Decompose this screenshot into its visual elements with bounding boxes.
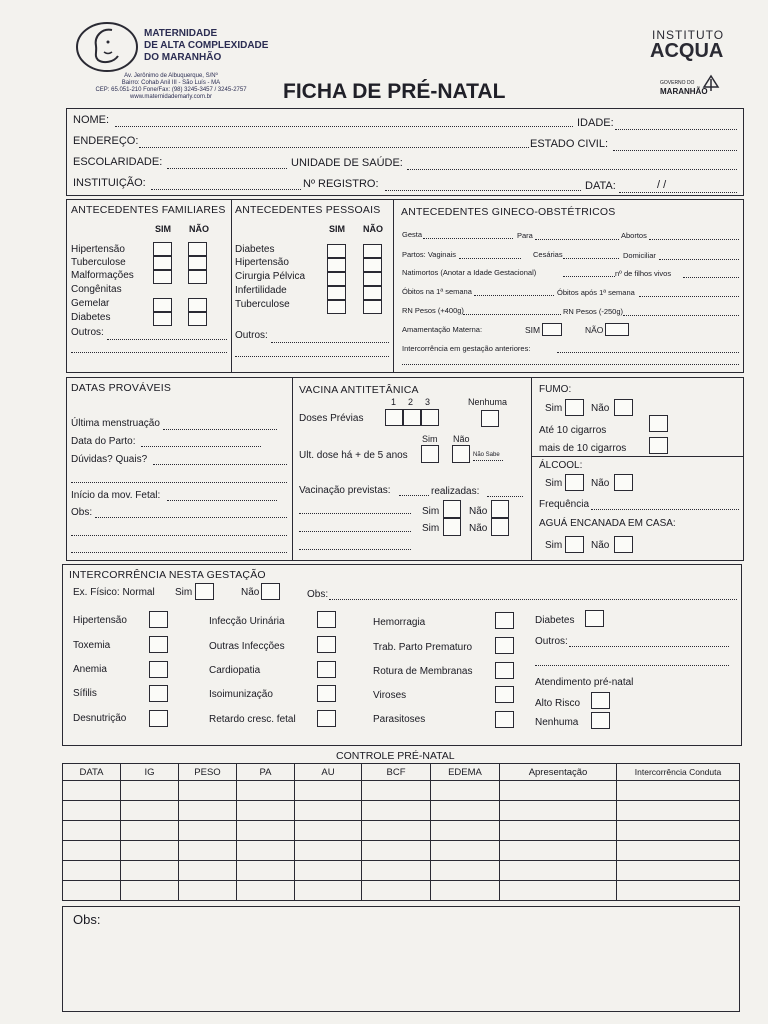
endereco-field[interactable] [139,147,529,148]
vacina-data-field[interactable] [299,549,411,550]
vacina-sim-checkbox[interactable] [443,500,461,518]
previstas-label: Vacinação previstas: [299,485,391,496]
col2-checkbox[interactable] [317,636,336,653]
dose-number: 3 [425,397,431,407]
amamentacao-sim-checkbox[interactable] [542,323,562,336]
fumo-sim-checkbox[interactable] [565,399,584,416]
ult-dose-nao-checkbox[interactable] [452,445,470,463]
vacina-data-field[interactable] [299,513,411,514]
ate10-label: Até 10 cigarros [539,425,607,436]
diabetes-label: Diabetes [535,615,575,626]
vacina-nao-checkbox[interactable] [491,500,509,518]
col1-checkbox[interactable] [149,661,168,678]
familiares-sim-header: SIM [155,224,172,234]
intercorrencia-item: Rotura de Membranas [373,666,473,677]
hospital-name-line: DO MARANHÃO [144,52,222,63]
ex-fisico-obs-label: Obs: [307,589,329,600]
pessoais-item: Hipertensão [235,257,289,268]
vacina-nao-checkbox[interactable] [491,518,509,536]
checkbox-pes-nao[interactable] [363,300,382,314]
pessoais-item: Cirurgia Pélvica [235,271,306,282]
amamentacao-nao-label: NÃO [585,325,604,335]
checkbox-fam-sim[interactable] [153,270,172,284]
ate10-checkbox[interactable] [649,415,668,432]
intercorrencia-item: Isoimunização [209,689,273,700]
intercorrencia-item: Viroses [373,690,407,701]
ex-fisico-obs-field[interactable] [329,599,737,600]
registro-field[interactable] [385,190,581,191]
rn-pesos-menos-label: RN Pesos (-250g) [563,307,624,316]
hospital-address [78,73,264,101]
state-emblem-icon [701,73,721,93]
col3-checkbox[interactable] [495,637,514,654]
idade-label: IDADE: [577,117,614,129]
vacina-sim-checkbox[interactable] [443,518,461,536]
col-header: PESO [179,764,237,781]
agua-nao-label: Não [591,540,610,551]
intercorrencia-item: Infecção Urinária [209,616,285,627]
col-header: PA [237,764,295,781]
alcool-sim-label: Sim [545,478,563,489]
col-header: BCF [362,764,431,781]
dose-2-checkbox[interactable] [403,409,421,426]
intercorrencia-item: Hemorragia [373,617,426,628]
address-line: Bairro: Cohab Anil III - São Luís - MA [121,80,221,86]
checkbox-pes-sim[interactable] [327,244,346,258]
intercorrencia-item: Anemia [73,664,107,675]
fumo-nao-checkbox[interactable] [614,399,633,416]
intercorrencia-item: Sífilis [73,688,97,699]
vacina-title: VACINA ANTITETÂNICA [299,384,419,396]
antecedentes-section [66,199,744,373]
col-header: DATA [63,764,121,781]
checkbox-pes-nao[interactable] [363,244,382,258]
checkbox-pes-nao[interactable] [363,258,382,272]
datas-title: DATAS PROVÁVEIS [71,382,172,394]
col2-checkbox[interactable] [317,611,336,628]
institute-name: ACQUA [650,40,724,62]
pessoais-nao-header: NÃO [363,224,383,234]
dose-number: 1 [391,397,397,407]
outros-label: Outros: [535,636,568,647]
alcool-nao-label: Não [591,478,610,489]
unidade-label: UNIDADE DE SAÚDE: [291,157,403,169]
amamentacao-label: Amamentação Materna: [402,325,483,334]
vacina-sim-label: Sim [422,506,440,517]
ex-fisico-nao-label: Não [241,587,260,598]
ex-fisico-sim-label: Sim [175,587,193,598]
hospital-name [144,28,268,64]
checkbox-fam-sim[interactable] [153,312,172,326]
col-header: Apresentação [500,764,617,781]
intercorrencia-title: INTERCORRÊNCIA NESTA GESTAÇÃO [69,569,266,581]
estado-civil-label: ESTADO CIVIL: [530,138,609,150]
col1-checkbox[interactable] [149,636,168,653]
ult-dose-label: Ult. dose há + de 5 anos [299,450,408,461]
data-parto-label: Data do Parto: [71,436,136,447]
ult-dose-sim-header: Sim [422,434,438,444]
address-line: Av. Jerônimo de Albuquerque, S/Nº [124,73,218,79]
ex-fisico-nao-checkbox[interactable] [261,583,280,600]
obs-label: Obs: [73,912,101,927]
intercorrencia-section [62,564,742,746]
controle-header-row [63,764,740,781]
hospital-name-line: MATERNIDADE [144,28,218,39]
col1-checkbox[interactable] [149,611,168,628]
instituicao-field[interactable] [151,189,301,190]
ultima-menstruacao-label: Última menstruação [71,418,160,429]
unidade-field[interactable] [407,169,737,170]
alto-risco-label: Alto Risco [535,698,581,709]
vacina-data-field[interactable] [299,531,411,532]
table-row [63,801,740,821]
gineco-title: ANTECEDENTES GINECO-OBSTÉTRICOS [401,206,616,218]
checkbox-fam-nao[interactable] [188,298,207,312]
estado-civil-field[interactable] [613,150,737,151]
atendimento-label: Atendimento pré-natal [535,677,634,688]
col1-checkbox[interactable] [149,685,168,702]
mais10-checkbox[interactable] [649,437,668,454]
mais10-label: mais de 10 cigarros [539,443,627,454]
col3-checkbox[interactable] [495,686,514,703]
obitos-apos-label: Óbitos após 1ª semana [557,288,635,297]
inicio-mov-field[interactable] [167,500,277,501]
checkbox-pes-sim[interactable] [327,300,346,314]
col-header: EDEMA [431,764,500,781]
familiares-item: Tuberculose [71,257,126,268]
table-row [63,821,740,841]
gesta-label: Gesta [402,230,423,239]
col-header: IG [121,764,179,781]
diabetes-checkbox[interactable] [585,610,604,627]
ultima-menstruacao-field[interactable] [163,429,277,430]
vacina-nao-label: Não [469,506,488,517]
vacina-sim-label: Sim [422,523,440,534]
agua-nao-checkbox[interactable] [614,536,633,553]
instituicao-label: INSTITUIÇÃO: [73,177,146,189]
col1-checkbox[interactable] [149,710,168,727]
page-title: FICHA DE PRÉ-NATAL [283,80,506,103]
familiares-item: Congênitas [71,284,122,295]
checkbox-fam-nao[interactable] [188,242,207,256]
agua-title: AGUÁ ENCANADA EM CASA: [539,518,676,529]
intercorrencia-item: Cardiopatia [209,665,261,676]
partos-vaginais-label: Partos: Vaginais [402,250,457,259]
pessoais-outros-label: Outros: [235,330,268,341]
familiares-title: ANTECEDENTES FAMILIARES [71,204,226,216]
maternity-logo [74,20,144,76]
checkbox-pes-nao[interactable] [363,272,382,286]
doses-previas-label: Doses Prévias [299,413,364,424]
controle-title: CONTROLE PRÉ-NATAL [336,750,455,762]
col3-checkbox[interactable] [495,662,514,679]
pessoais-item: Tuberculose [235,299,290,310]
registro-label: Nº REGISTRO: [303,178,379,190]
alcool-title: ÁLCOOL: [539,460,583,471]
rn-pesos-mais-label: RN Pesos (+400g) [402,306,464,315]
intercorrencia-item: Trab. Parto Prematuro [373,642,473,653]
realizadas-label: realizadas: [431,486,480,497]
identification-section [66,108,744,196]
dose-1-checkbox[interactable] [385,409,403,426]
alcool-sim-checkbox[interactable] [565,474,584,491]
intercorrencia-anteriores-label: Intercorrência em gestação anteriores: [402,344,531,353]
table-row [63,781,740,801]
outros-field[interactable] [569,646,729,647]
nenhuma-risco-checkbox[interactable] [591,712,610,729]
gov-state: MARANHÃO [660,87,708,96]
pessoais-title: ANTECEDENTES PESSOAIS [235,204,381,216]
cesarias-label: Cesárias [533,250,563,259]
checkbox-pes-sim[interactable] [327,272,346,286]
obs-section[interactable] [62,906,740,1012]
abortos-label: Abortos [621,231,647,240]
checkbox-fam-nao[interactable] [188,270,207,284]
table-row [63,841,740,861]
familiares-item: Hipertensão [71,244,125,255]
amamentacao-sim-label: SIM [525,325,541,335]
checkbox-fam-sim[interactable] [153,256,172,270]
domiciliar-label: Domiciliar [623,251,656,260]
para-label: Para [517,231,533,240]
intercorrencia-item: Desnutrição [73,713,127,724]
datas-obs-field[interactable] [95,517,287,518]
data-label: DATA: [585,180,616,192]
pessoais-item: Diabetes [235,244,275,255]
address-line: CEP: 65.051-210 Fone/Fax: (98) 3245-3457 / 3245-2757 [95,87,247,93]
pessoais-item: Infertilidade [235,285,287,296]
escolaridade-field[interactable] [167,168,287,169]
idade-field[interactable] [615,129,737,130]
checkbox-pes-sim[interactable] [327,258,346,272]
natimortos-label: Natimortos (Anotar a Idade Gestacional) [402,268,537,277]
familiares-outros-label: Outros: [71,327,104,338]
data-slashes: / / [657,179,667,191]
checkbox-fam-sim[interactable] [153,242,172,256]
dose-3-checkbox[interactable] [421,409,439,426]
alto-risco-checkbox[interactable] [591,692,610,709]
intercorrencia-item: Parasitoses [373,714,426,725]
data-parto-field[interactable] [141,446,261,447]
table-row [63,881,740,901]
dose-number: 2 [408,397,414,407]
col3-checkbox[interactable] [495,612,514,629]
intercorrencia-item: Retardo cresc. fetal [209,714,296,725]
intercorrencia-item: Hipertensão [73,615,127,626]
nome-label: NOME: [73,114,110,126]
col2-checkbox[interactable] [317,661,336,678]
endereco-label: ENDEREÇO: [73,135,139,147]
ex-fisico-label: Ex. Físico: Normal [73,587,155,598]
datas-section [66,377,744,561]
agua-sim-checkbox[interactable] [565,536,584,553]
nome-field[interactable] [115,126,573,127]
datas-obs-label: Obs: [71,507,93,518]
fumo-title: FUMO: [539,384,572,395]
alcool-nao-checkbox[interactable] [614,474,633,491]
checkbox-pes-nao[interactable] [363,286,382,300]
hospital-name-line: DE ALTA COMPLEXIDADE [144,40,269,51]
duvidas-field[interactable] [153,464,287,465]
obitos-primeira-label: Óbitos na 1ª semana [402,287,472,296]
escolaridade-label: ESCOLARIDADE: [73,156,163,168]
institute-top: INSTITUTO [652,28,725,42]
col-header: AU [295,764,362,781]
nenhuma-risco-label: Nenhuma [535,717,579,728]
col2-checkbox[interactable] [317,710,336,727]
intercorrencia-item: Outras Infecções [209,641,285,652]
checkbox-fam-nao[interactable] [188,256,207,270]
familiares-item: Gemelar [71,298,110,309]
col2-checkbox[interactable] [317,685,336,702]
ult-dose-nao-header: Não [453,434,470,444]
checkbox-pes-sim[interactable] [327,286,346,300]
table-row [63,861,740,881]
familiares-outros-field[interactable] [107,339,227,340]
agua-sim-label: Sim [545,540,563,551]
inicio-mov-label: Início da mov. Fetal: [71,490,161,501]
fumo-sim-label: Sim [545,403,563,414]
ult-dose-sim-checkbox[interactable] [421,445,439,463]
controle-table [62,763,740,901]
checkbox-fam-nao[interactable] [188,312,207,326]
fumo-nao-label: Não [591,403,610,414]
data-field[interactable] [619,192,737,193]
filhos-vivos-label: nº de filhos vivos [615,269,672,278]
intercorrencia-item: Toxemia [73,640,111,651]
nao-sabe-label: Não Sabe [473,452,500,458]
pessoais-outros-field[interactable] [271,342,389,343]
ex-fisico-sim-checkbox[interactable] [195,583,214,600]
amamentacao-nao-checkbox[interactable] [605,323,629,336]
duvidas-label: Dúvidas? Quais? [71,454,148,465]
frequencia-label: Frequência [539,499,590,510]
nenhuma-checkbox[interactable] [481,410,499,427]
col3-checkbox[interactable] [495,711,514,728]
frequencia-field[interactable] [591,509,739,510]
familiares-item: Malformações [71,270,134,281]
pessoais-sim-header: SIM [329,224,346,234]
familiares-item: Diabetes [71,312,111,323]
gov-small: GOVERNO DO [660,80,695,86]
checkbox-fam-sim[interactable] [153,298,172,312]
vacina-nao-label: Não [469,523,488,534]
nenhuma-label: Nenhuma [468,397,508,407]
address-line: www.maternidademarly.com.br [130,94,212,100]
familiares-nao-header: NÃO [189,224,209,234]
col-header: Intercorrência Conduta [617,764,740,781]
